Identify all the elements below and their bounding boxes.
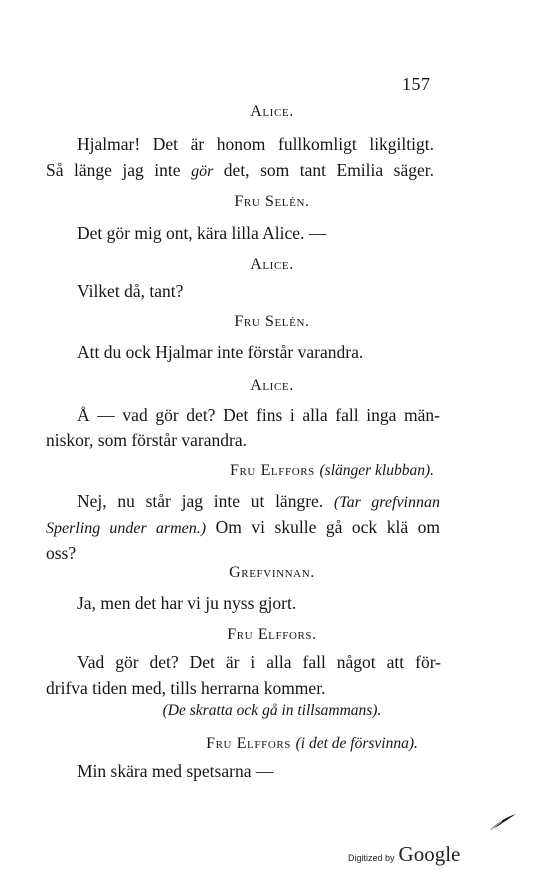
speaker-fru-elffors: Fru Elffors. <box>227 626 317 643</box>
dialogue-line: oss? <box>46 543 77 563</box>
dialogue-line: Så länge jag inte gör det, som tant Emilia säger. <box>46 160 434 180</box>
digitized-by-google-watermark <box>348 842 460 867</box>
page-number: 157 <box>402 74 431 94</box>
dialogue-line: drifva tiden med, tills herrarna kommer. <box>46 678 326 698</box>
speaker-fru-selen: Fru Selén. <box>234 193 310 210</box>
speaker-alice: Alice. <box>250 377 294 394</box>
speaker-alice: Alice. <box>250 103 294 120</box>
speaker-fru-elffors: Fru Elffors (i det de försvinna). <box>206 735 418 752</box>
dialogue-line: Vilket då, tant? <box>77 281 184 301</box>
speaker-fru-selen: Fru Selén. <box>234 313 310 330</box>
dialogue-line: Å — vad gör det? Det fins i alla fall inga män- <box>77 405 440 425</box>
google-logo: Google <box>398 842 461 866</box>
dialogue-line: Vad gör det? Det är i alla fall något att för- <box>77 652 441 672</box>
dialogue-line: Nej, nu står jag inte ut längre. (Tar grefvinnan <box>77 491 440 511</box>
dialogue-line: Min skära med spetsarna — <box>77 761 274 781</box>
speaker-fru-elffors: Fru Elffors (slänger klubban). <box>229 462 435 479</box>
dialogue-line: Att du ock Hjalmar inte förstår varandra. <box>77 342 364 362</box>
watermark-prefix: Digitized by <box>348 853 395 863</box>
stage-direction: (De skratta ock gå in tillsammans). <box>162 702 382 719</box>
speaker-grefvinnan: Grefvinnan. <box>229 564 315 581</box>
speaker-alice: Alice. <box>250 256 294 273</box>
dialogue-line: Ja, men det har vi ju nyss gjort. <box>77 593 297 613</box>
dialogue-line: Sperling under armen.) Om vi skulle gå ock klä om <box>46 517 440 537</box>
dialogue-line: Hjalmar! Det är honom fullkomligt likgiltigt. <box>77 134 434 154</box>
dialogue-line: niskor, som förstår varandra. <box>46 430 247 450</box>
quill-icon <box>488 812 518 832</box>
dialogue-line: Det gör mig ont, kära lilla Alice. — <box>77 223 327 243</box>
